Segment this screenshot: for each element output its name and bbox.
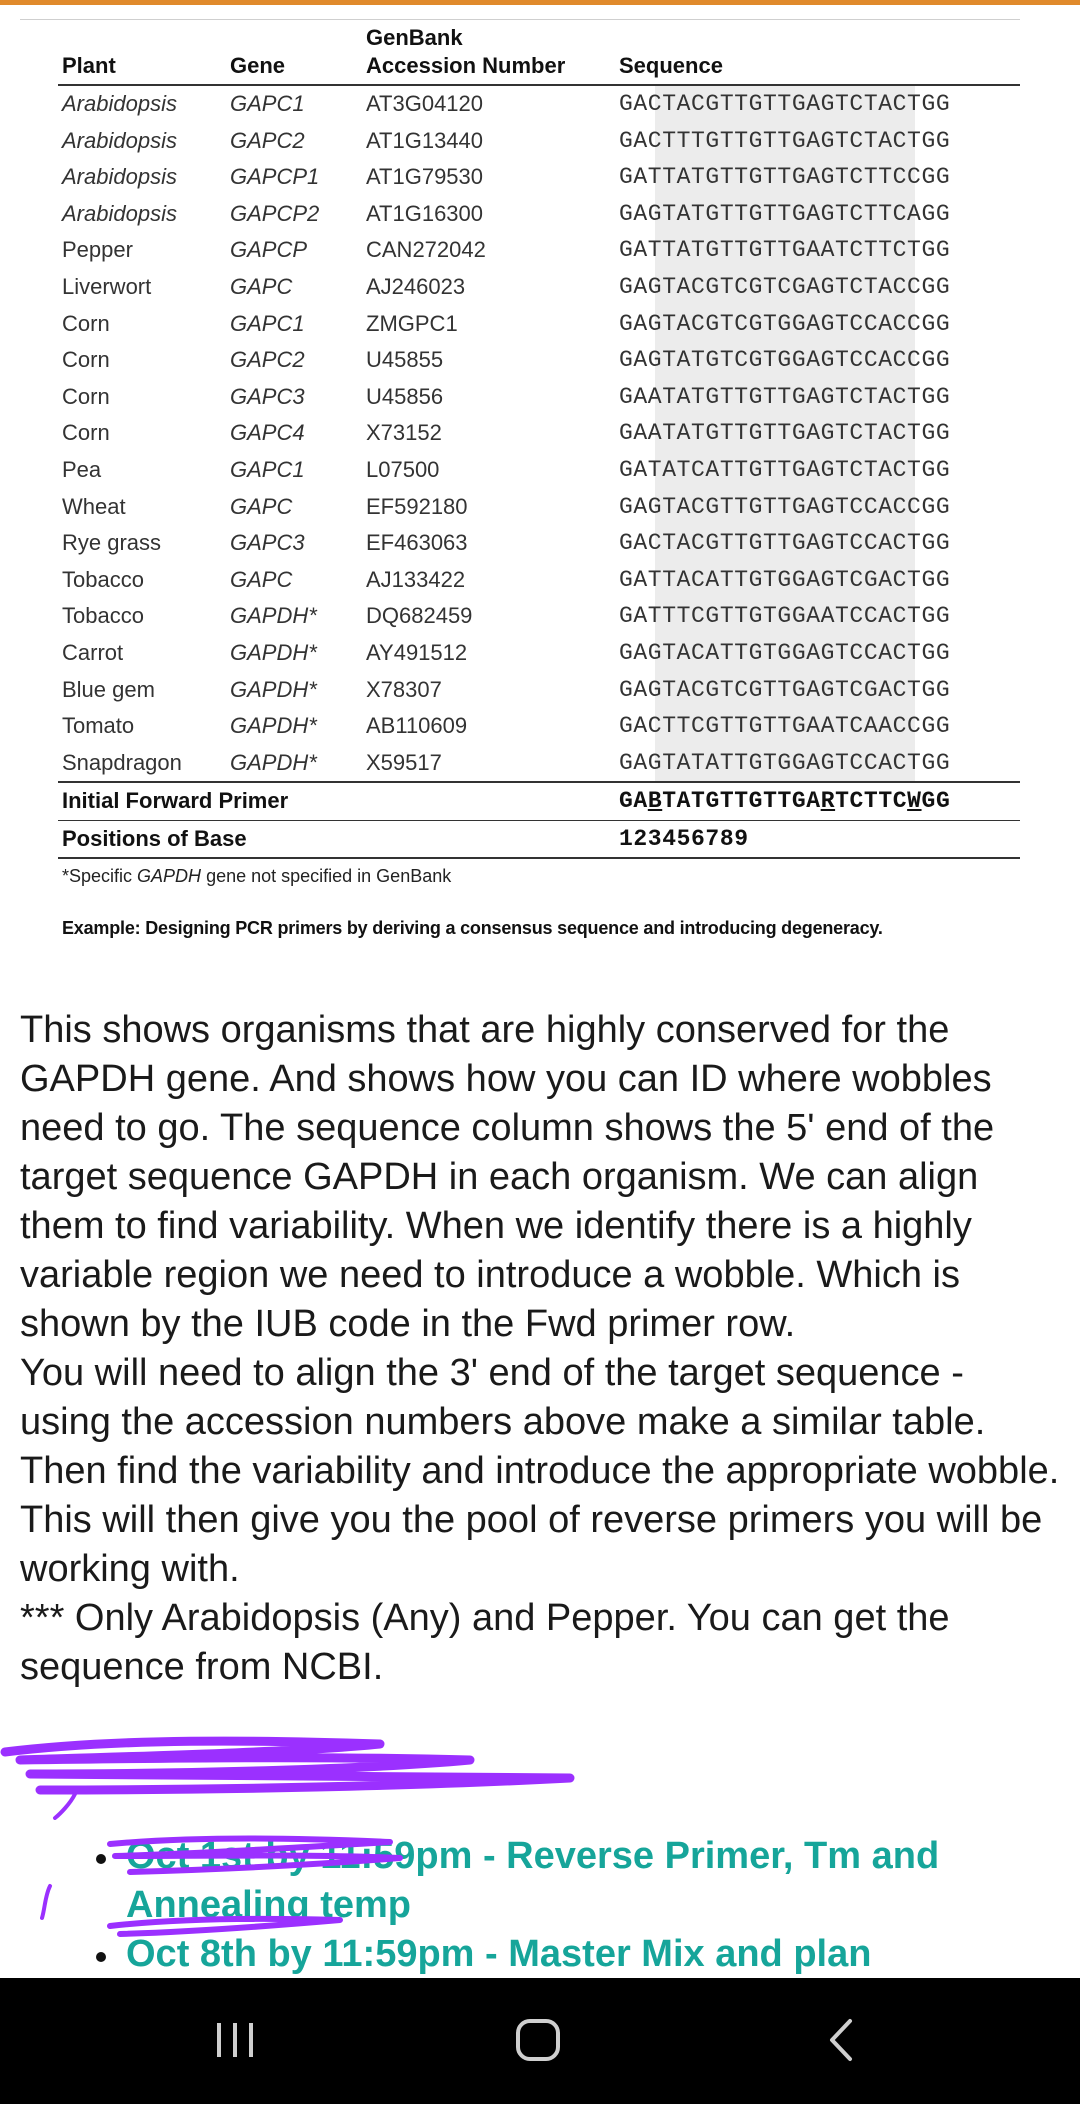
paragraph-2: You will need to align the 3' end of the target sequence - using the accession numbers above make a similar table. Then find the variability and introduce the appropriate wobble. This will then give you the pool of reverse primers you will be working with. [20, 1352, 1060, 1590]
cell-plant: Corn [62, 383, 110, 409]
cell-accession: AT1G13440 [366, 127, 484, 153]
table-footnote [62, 866, 451, 887]
cell-accession: AT3G04120 [366, 91, 484, 116]
cell-plant: Tomato [62, 713, 135, 739]
cell-sequence: GAGTACGTTGTTGAGTCCACCGG [615, 489, 1020, 526]
cell-gene: GAPC [230, 566, 293, 592]
footnote-prefix: *Specific [62, 866, 138, 886]
cell-sequence: GATTATGTTGTTGAGTCTTCCGG [615, 159, 1020, 196]
header-accession [362, 22, 615, 85]
header-sequence: Sequence [615, 22, 1020, 85]
scribbled-date-1: Oct 1st by 11:59pm [126, 1835, 473, 1877]
table-row [58, 269, 1020, 306]
cell-gene: GAPC4 [230, 420, 305, 446]
cell-gene: GAPDH* [230, 676, 317, 702]
scribbled-date-2: Oct 8th by 11:59pm [126, 1933, 475, 1975]
cell-sequence: GACTTTGTTGTTGAGTCTACTGG [615, 123, 1020, 160]
cell-gene: GAPC3 [230, 530, 305, 556]
header-gene: Gene [226, 22, 362, 85]
cell-sequence: GATATCATTGTTGAGTCTACTGG [615, 452, 1020, 489]
cell-plant: Rye grass [62, 530, 162, 556]
cell-gene: GAPC [230, 493, 293, 519]
table-row [58, 232, 1020, 269]
cell-sequence: GACTTCGTTGTTGAATCAACCGG [615, 708, 1020, 745]
cell-plant: Liverwort [62, 273, 152, 299]
cell-plant: Tobacco [62, 566, 144, 592]
forward-primer-sequence: GABTATGTTGTTGARTCTTCWGG [615, 782, 1020, 820]
cell-accession: ZMGPC1 [366, 310, 458, 336]
table-row [58, 196, 1020, 233]
home-icon [478, 2003, 598, 2077]
table-row [58, 342, 1020, 379]
cell-sequence: GATTACATTGTGGAGTCGACTGG [615, 562, 1020, 599]
positions-row [58, 820, 1020, 858]
table-row [58, 672, 1020, 709]
cell-gene: GAPCP [230, 237, 308, 263]
cell-accession: X59517 [366, 749, 442, 775]
cell-accession: U45855 [366, 347, 444, 373]
footnote-suffix: gene not specified in GenBank [201, 866, 452, 886]
table-row [58, 525, 1020, 562]
table-row [58, 745, 1020, 783]
date-scribble [40, 1826, 510, 1946]
recents-button[interactable] [175, 2003, 295, 2077]
cell-accession: L07500 [366, 456, 440, 482]
header-plant: Plant [58, 22, 226, 85]
cell-sequence: GACTACGTTGTTGAGTCCACTGG [615, 525, 1020, 562]
table-row [58, 415, 1020, 452]
table-row [58, 159, 1020, 196]
cell-gene: GAPCP2 [230, 200, 320, 226]
cell-plant: Arabidopsis [62, 127, 177, 153]
table-row [58, 708, 1020, 745]
cell-plant: Snapdragon [62, 749, 182, 775]
cell-sequence: GAGTACGTCGTCGAGTCTACCGG [615, 269, 1020, 306]
cell-sequence: GAGTATGTCGTGGAGTCCACCGG [615, 342, 1020, 379]
system-navigation-bar [0, 1978, 1080, 2104]
cell-sequence: GAATATGTTGTTGAGTCTACTGG [615, 379, 1020, 416]
cell-plant: Pepper [62, 237, 133, 263]
paragraph-3: *** Only Arabidopsis (Any) and Pepper. You can get the sequence from NCBI. [20, 1597, 950, 1688]
cell-plant: Carrot [62, 639, 124, 665]
cell-gene: GAPC2 [230, 347, 305, 373]
cell-accession: AY491512 [366, 639, 468, 665]
cell-gene: GAPDH* [230, 639, 317, 665]
table-body [58, 85, 1020, 782]
table-header-row [58, 22, 1020, 85]
table-row [58, 562, 1020, 599]
gapdh-sequence-table [58, 22, 1020, 859]
gapdh-table-figure [0, 0, 1080, 960]
cell-accession: AJ133422 [366, 566, 466, 592]
cell-accession: X78307 [366, 676, 442, 702]
cell-accession: AB110609 [366, 713, 468, 739]
table-row [58, 379, 1020, 416]
cell-accession: AJ246023 [366, 273, 466, 299]
positions-label: Positions of Base [58, 820, 615, 858]
cell-accession: AT1G16300 [366, 200, 484, 226]
cell-plant: Arabidopsis [62, 200, 177, 226]
recents-icon [175, 2003, 295, 2077]
cell-gene: GAPDH* [230, 603, 317, 629]
cell-plant: Blue gem [62, 676, 155, 702]
back-button[interactable] [780, 2003, 900, 2077]
cell-plant: Arabidopsis [62, 164, 177, 190]
cell-sequence: GAGTACATTGTGGAGTCCACTGG [615, 635, 1020, 672]
cell-gene: GAPC1 [230, 456, 305, 482]
cell-accession: U45856 [366, 383, 444, 409]
cell-gene: GAPCP1 [230, 164, 320, 190]
cell-sequence: GAGTATGTTGTTGAGTCTTCAGG [615, 196, 1020, 233]
cell-accession: DQ682459 [366, 603, 473, 629]
figure-caption: Example: Designing PCR primers by deriving a consensus sequence and introducing degeneracy. [62, 918, 883, 938]
table-row [58, 306, 1020, 343]
cell-sequence: GATTTCGTTGTGGAATCCACTGG [615, 598, 1020, 635]
cell-gene: GAPC [230, 273, 293, 299]
home-button[interactable] [478, 2003, 598, 2077]
cell-sequence: GAGTACGTCGTGGAGTCCACCGG [615, 306, 1020, 343]
cell-sequence: GAGTACGTCGTTGAGTCGACTGG [615, 672, 1020, 709]
cell-sequence: GAGTATATTGTGGAGTCCACTGG [615, 745, 1020, 783]
cell-gene: GAPDH* [230, 749, 317, 775]
forward-primer-row [58, 782, 1020, 820]
back-icon [780, 2003, 900, 2077]
table-row [58, 85, 1020, 123]
paragraph-1: This shows organisms that are highly conserved for the GAPDH gene. And shows how you can ID where wobbles need to go. The sequence column shows the 5' end of the target sequence GAPDH in each organism. We can align them to find variability. When we identify there is a highly variable region we need to introduce a wobble. Which is shown by the IUB code in the Fwd primer row. [20, 1009, 995, 1345]
cell-plant: Corn [62, 347, 110, 373]
cell-accession: EF592180 [366, 493, 468, 519]
footnote-gene: GAPDH [137, 866, 202, 886]
cell-gene: GAPDH* [230, 713, 317, 739]
cell-plant: Corn [62, 310, 110, 336]
cell-gene: GAPC3 [230, 383, 305, 409]
cell-plant: Corn [62, 420, 110, 446]
cell-plant: Tobacco [62, 603, 144, 629]
cell-plant: Arabidopsis [62, 91, 177, 116]
forward-primer-label: Initial Forward Primer [58, 782, 615, 820]
bullet-text-1: - Reverse Primer, Tm and Annealing temp [126, 1835, 940, 1926]
table-row [58, 489, 1020, 526]
cell-accession: X73152 [366, 420, 442, 446]
table-row [58, 635, 1020, 672]
cell-gene: GAPC2 [230, 127, 305, 153]
bullet-text-2: - Master Mix and plan [474, 1933, 872, 1975]
cell-plant: Wheat [62, 493, 126, 519]
cell-gene: GAPC1 [230, 91, 305, 116]
cell-accession: CAN272042 [366, 237, 486, 263]
redaction-scribble [0, 1730, 600, 1820]
header-accession-line2: Accession Number [366, 53, 566, 78]
table-row [58, 598, 1020, 635]
cell-accession: AT1G79530 [366, 164, 484, 190]
cell-accession: EF463063 [366, 530, 468, 556]
cell-plant: Pea [62, 456, 102, 482]
cell-sequence: GATTATGTTGTTGAATCTTCTGG [615, 232, 1020, 269]
instructions-text [20, 1006, 1065, 1692]
header-accession-line1: GenBank [366, 25, 463, 50]
table-row [58, 123, 1020, 160]
cell-gene: GAPC1 [230, 310, 305, 336]
table-row [58, 452, 1020, 489]
cell-sequence: GACTACGTTGTTGAGTCTACTGG [615, 85, 1020, 123]
positions-value: 123456789 [615, 820, 1020, 858]
cell-sequence: GAATATGTTGTTGAGTCTACTGG [615, 415, 1020, 452]
